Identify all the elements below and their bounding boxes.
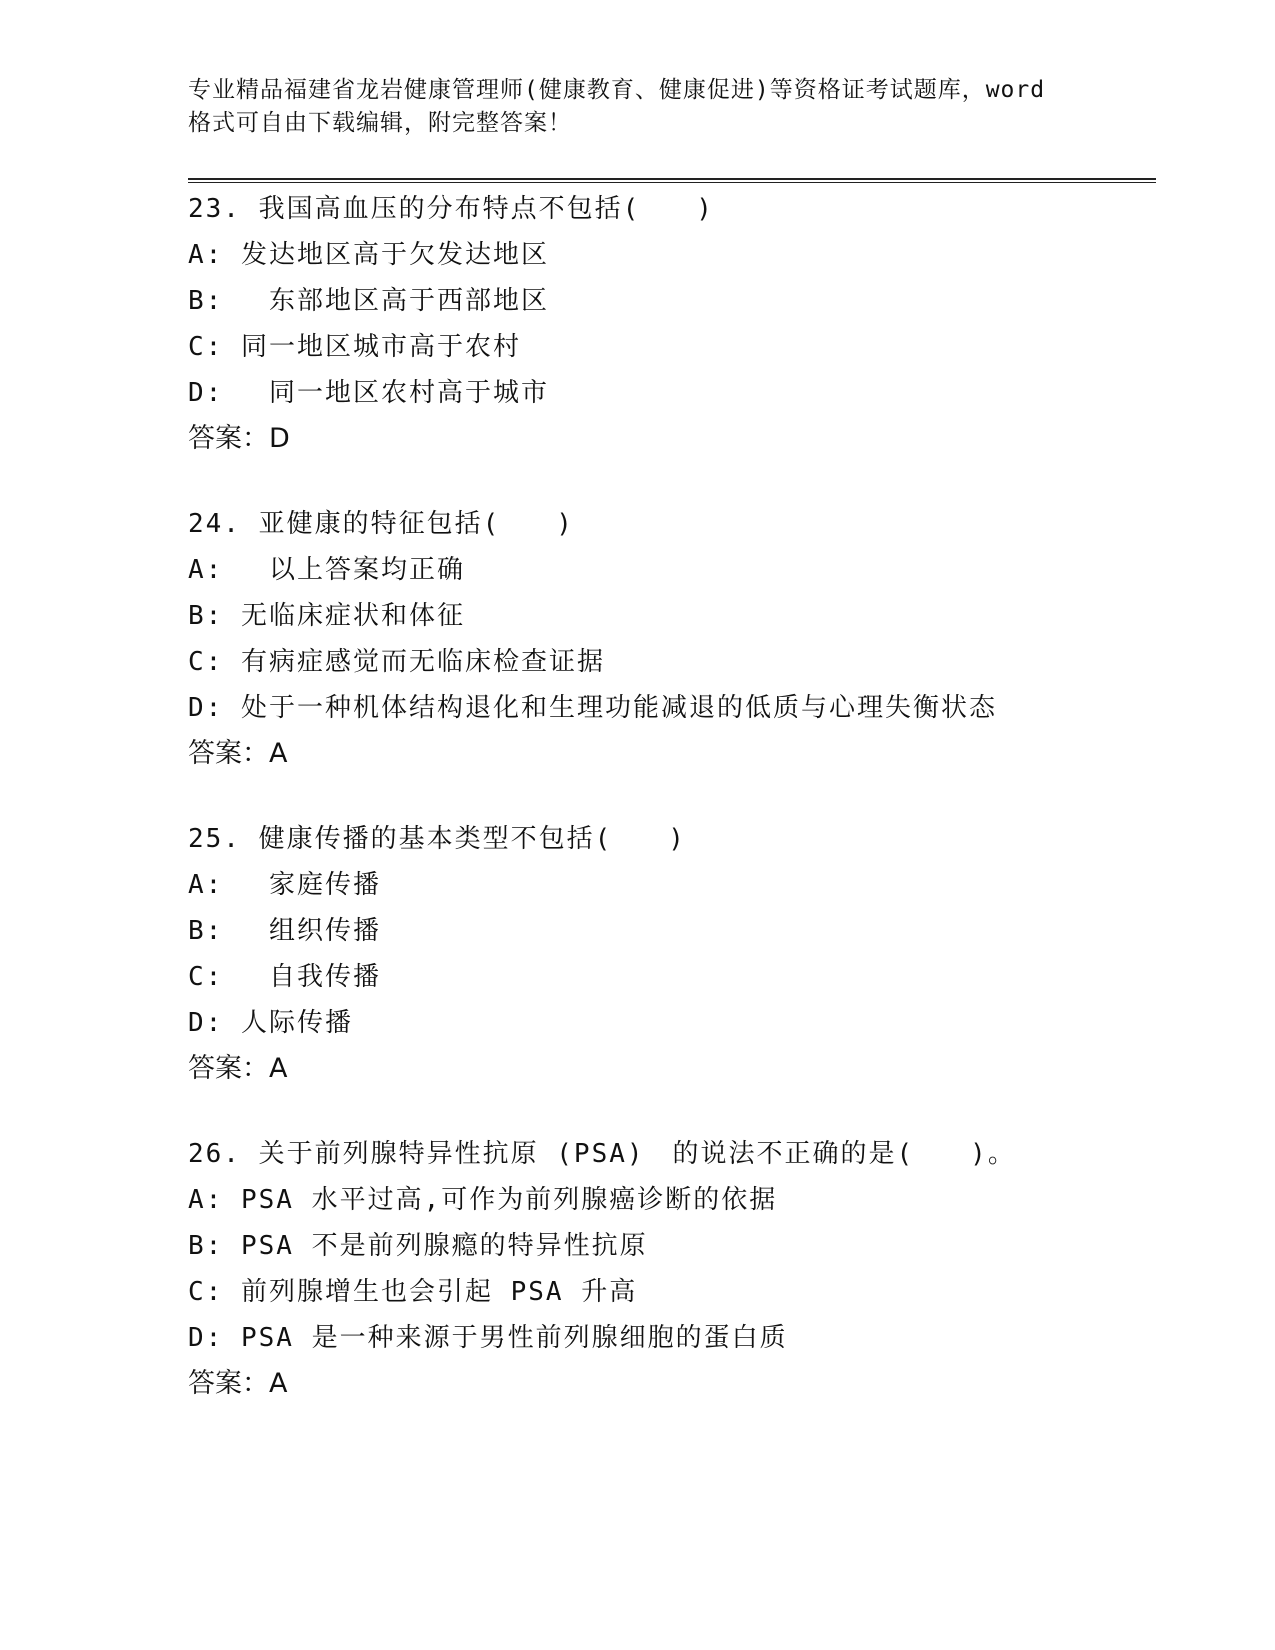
question-stem: 24. 亚健康的特征包括( )	[188, 509, 574, 539]
option-d: D: 同一地区农村高于城市	[188, 378, 549, 408]
option-b: B: 东部地区高于西部地区	[188, 286, 549, 316]
answer-line: 答案：A	[188, 1053, 288, 1084]
answer-line: 答案：A	[188, 738, 288, 769]
option-a: A: 发达地区高于欠发达地区	[188, 240, 549, 270]
header-line-2: 格式可自由下载编辑，附完整答案！	[188, 110, 572, 136]
question-stem: 23. 我国高血压的分布特点不包括( )	[188, 194, 714, 224]
question-26	[188, 1131, 1148, 1407]
option-c: C: 前列腺增生也会引起 PSA 升高	[188, 1277, 638, 1307]
question-stem: 25. 健康传播的基本类型不包括( )	[188, 824, 686, 854]
question-24	[188, 501, 1148, 777]
option-c: C: 有病症感觉而无临床检查证据	[188, 647, 605, 677]
question-23	[188, 186, 1148, 462]
option-d: D: 处于一种机体结构退化和生理功能减退的低质与心理失衡状态	[188, 693, 997, 723]
header-divider	[188, 178, 1156, 183]
answer-line: 答案：A	[188, 1368, 288, 1399]
document-header	[188, 74, 1088, 140]
option-b: B: PSA 不是前列腺瘾的特异性抗原	[188, 1231, 648, 1261]
option-b: B: 组织传播	[188, 916, 381, 946]
option-c: C: 同一地区城市高于农村	[188, 332, 521, 362]
option-a: A: 家庭传播	[188, 870, 381, 900]
question-25	[188, 816, 1148, 1092]
header-line-1: 专业精品福建省龙岩健康管理师(健康教育、健康促进)等资格证考试题库，word	[188, 77, 1046, 103]
option-b: B: 无临床症状和体征	[188, 601, 465, 631]
option-d: D: 人际传播	[188, 1008, 353, 1038]
option-a: A: PSA 水平过高,可作为前列腺癌诊断的依据	[188, 1185, 778, 1215]
question-stem: 26. 关于前列腺特异性抗原 (PSA) 的说法不正确的是( )。	[188, 1139, 1016, 1169]
option-a: A: 以上答案均正确	[188, 555, 465, 585]
option-c: C: 自我传播	[188, 962, 381, 992]
answer-line: 答案：D	[188, 423, 290, 454]
option-d: D: PSA 是一种来源于男性前列腺细胞的蛋白质	[188, 1323, 788, 1353]
